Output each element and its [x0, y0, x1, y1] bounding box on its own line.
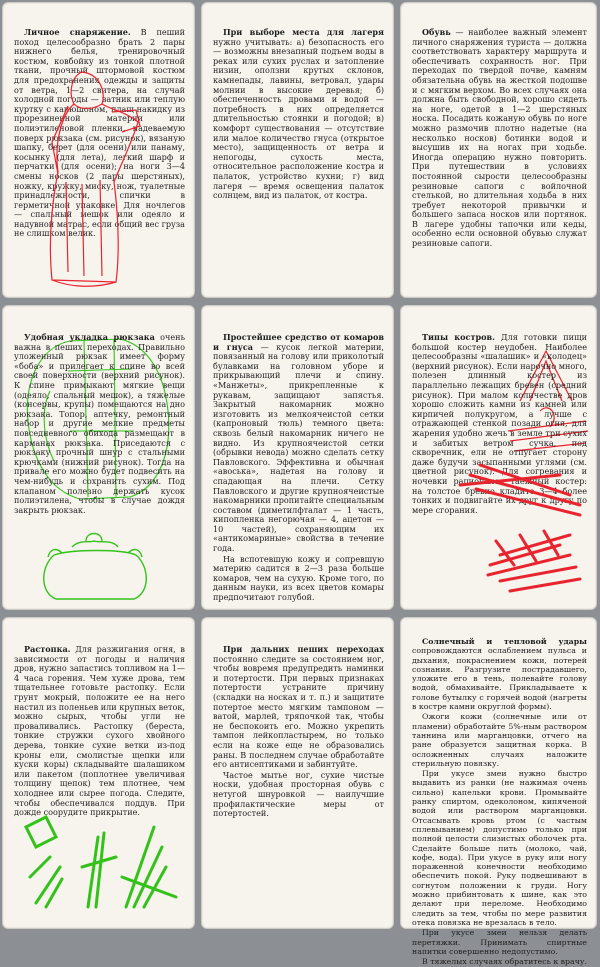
card-paragraph: сопровождаются ослаблением пульса и дыхания, покраснением кожи, потерей сознания. Разгрузите пострадавшего, уложите его в тень, полевайте голову водой, обмахивайте. Прикладываете к голове бутылку с горячей водой (нагреты в костре камни округлой формы).	[412, 646, 587, 712]
card-backpack-packing	[2, 305, 195, 610]
kindling-drawing	[16, 807, 186, 917]
card-footwear	[400, 2, 597, 298]
card-title: Личное снаряжение.	[24, 27, 131, 37]
card-text	[213, 28, 384, 202]
card-title: При дальних пеших переходах	[223, 644, 384, 654]
card-paragraph: При укусе змеи нельзя делать перетяжки. Принимать спиртные напитки совершенно недопустимо.	[412, 928, 587, 956]
card-title: Простейшее средство от комаров и гнуса	[213, 332, 384, 352]
card-text	[412, 637, 587, 967]
card-fire-types	[400, 305, 597, 610]
card-title: Растопка.	[24, 644, 71, 654]
card-paragraph: Для разжигания огня, в зависимости от погоды и наличия дров, нужно запастись топливом на 1—4 часа горения. Чем хуже дрова, тем тщательнее готовьте растопку. Если грунт мокрый, положите ее на него настил из поленьев или крупных веток, можно сырых, чтобы угли не проваливались. Растопку (береста, тонкие стружки сухого хвойного дерева, тонкие сухие ветки из-под кроны ели, смолистые щепки или куски коры) складывайте шалашиком или пакетом (поплотнее увеличивая толщину щепок) тем плотнее, чем холоднее или сырее погода. Следите, чтобы обеспечивался поддув. При дожде соорудите прикрытие.	[14, 644, 185, 818]
card-paragraph: постоянно следите за состоянием ног, чтобы вовремя предупредить наминки и потертости. При первых признаках потертости устраните причину (складки на носках и т. п.) и защитите потертое место мягким тампоном — ватой, марлей, тряпочкой так, чтобы не беспокоить его. Можно укрепить тампон лейкопластырем, но только если на коже еще не образовались раны. В последнем случае обработайте его антисептиками и забинтуйте.	[213, 653, 384, 770]
card-text	[213, 645, 384, 820]
backpack-on-hook-drawing	[32, 527, 162, 605]
card-paragraph: На вспотевшую кожу и сопревшую материю садится в 2—3 раза больше комаров, чем на сухую. Кроме того, по данным науки, из всех цветов комары предпочитают голубой.	[213, 553, 384, 603]
log-fire-drawing	[440, 455, 590, 605]
card-paragraph: Частое мытье ног, сухие чистые носки, удобная просторная обувь с нетугой шнуровкой — наилучшие профилактические меры от потертостей.	[213, 769, 384, 819]
card-text	[213, 333, 384, 604]
card-personal-gear	[2, 2, 195, 298]
card-text	[14, 333, 185, 516]
card-paragraph: Для готовки пищи большой костер неудобен. Наиболее целесообразны «шалашик» и «колодец» (верхний рисунок). Если нарочно много, полезен длинный костер из параллельно лежащих бревен (средний рисунок). При малом количестве дров хорошо сложить камни из камней или кирпичей полукругом, а лучше с отражающей стенкой позади огня, для жарения удобно жечь в земле три сухих и забитых ветром сучка, под скворечник, ели не отпугает сторону даже будучи засыпанными углями (см. цветной рисунок). Для согревания и ночевки рационален таежный костер: на толстое бревно кладите 3—4 более тонких и подвигайте их друг к другу по мере сгорания.	[412, 332, 587, 515]
card-paragraph: — наиболее важный элемент личного снаряжения туриста — должна соответствовать характеру маршрута и обеспечивать сохранность ног. При переходах по твердой почве, камням обязательна обувь на жесткой подошве и с мягким верхом. Во всех случаях она должна быть свободной, хорошо сидеть на ноге, одетой в 1—2 шерстяных носка. Посадить кожаную обувь по ноге можно размочив плотно надетые (на несколько носков) ботинки водой и высушив их на ногах при ходьбе. Иногда операцию нужно повторить. При путешествии в условиях постоянной сырости целесообразны резиновые сапоги с войлочной стелькой, но длительная ходьба в них требует некоторой привычки и большего запаса носков или портянок. В лагере удобны тапочки или кеды, особенно если основной обувью служат резиновые сапоги.	[412, 27, 588, 249]
card-text	[14, 645, 185, 819]
card-heatstroke	[400, 617, 597, 967]
card-title: Солнечный и тепловой удары	[422, 637, 587, 646]
card-paragraph: При укусе змеи нужно быстро выдавить из ранки (не нажимая очень сильно) капельки крови. Промывайте ранку спиртом, одеколоном, кипяченой водой или раствором марганцовки. Отсасывать кровь ртом (с частым сплевыванием) допустимо только при полной целости слизистых оболочек рта. Сделайте больше пить (молоко, чай, кофе, вода). При укусе в руку или ногу пораженной конечности необходимо обеспечить покой. Руку подвешивают в согнутом положении к груди. Ногу можно прибинтовать к шине, как это делают при переломе. Необходимо следить за тем, чтобы по мере развития отека повязка не врезалась в тело.	[412, 769, 587, 927]
card-paragraph: нужно учитывать: а) безопасность его — возможны внезапный подъем воды в реках или сухих руслах и затопление низин, оползни крутых склонов, камнепады, лавины, ветровал, удары молнии в высокие деревья; б) обеспеченность дровами и водой — потребность в них определяется длительностью стоянки и погодой; в) комфорт существования — отсутствие или малое количество гнуса (открытое место), защищенность от ветра и непогоды, сухость места, относительное расположение костра и палаток, устройство кухни; г) вид лагеря — время освещения палаток солнцем, вид из палаток, от костра.	[213, 36, 384, 201]
card-title: При выборе места для лагеря	[223, 27, 384, 37]
card-paragraph: — кусок легкой материи, повязанный на голову или приколотый булавками на головном уборе и прикрывающий плечи и спину. «Манжеты», прикрепленные к рукавам, защищают запястья. Закрытый накомарник можно изготовить из мелкоячеистой сетки (капроновый тюль) темного цвета: сквозь белый накомарник ничего не видно. Из крупноячеистой сетки (обрывки невода) можно сделать сетку Павловского. Эффективна и обычная «авоська», надетая на голову и спадающая на плечи. Сетку Павловского и другие крупноячеистые накомарники пропитайте специальным составом (диметилфталат — 1 часть, кипопленка негорючая — 4, ацетон — 10 частей), сохраняющим их «антикомариные» свойства в течение года.	[213, 341, 385, 554]
raincoat-figure-drawing	[22, 62, 172, 294]
card-title: Обувь	[422, 27, 451, 37]
card-long-hikes	[201, 617, 394, 929]
card-text	[412, 28, 587, 250]
card-camp-site	[201, 2, 394, 298]
card-paragraph: очень важна в пеших переходах. Правильно уложенный рюкзак имеет форму «боба» и прилегает к спине во всей своей поверхности (верхний рисунок). К спине примыкают мягкие вещи (одеяло, спальный мешок), а тяжелые (консервы, крупы) помещаются на дно рюкзака. Топор, аптечку, ремонтный набор и другие мелкие предметы повседневного обихода размещают в карманах рюкзака. Приседаются с рюкзаку прочный шнур с стальными крючками (нижний рисунок). Тогда на привале его можно будет подвесить на чем-нибудь и сохранить сухим. Под клапаном полезно держать кусок полиэтилена, чтобы в случае дождя закрыть рюкзак.	[14, 332, 185, 515]
card-paragraph: Ожоги кожи (солнечные или от пламени) обработайте 5%-ным раствором таннина или марганцовки, отчего на ране образуется защитная корка. В осложненных случаях наложите стерильную повязку.	[412, 712, 587, 768]
card-mosquito-protection	[201, 305, 394, 610]
card-kindling	[2, 617, 195, 929]
card-title: Типы костров.	[422, 332, 495, 342]
card-paragraph: В пеший поход целесообразно брать 2 пары нижнего белья, тренировочный костюм, ковбойку из тонкой плотной ткани, прочный штормовой костюм для предохранения одежды и защиты от ветра, 1—2 свитера, на случай холодной погоды — ватник или теплую куртку с капюшоном, плащ-накидку из прорезиненной материи или полиэтиленовой пленки, надеваемую поверх рюкзака (см. рисунок), вязаную шапку, берет (для осени) или панаму, косынку (для лета), легкий шарф и перчатки (для осени); на ноги 3—4 смены носков (2 пары шерстяных), ножку, кружку, миску, нож, туалетные принадлежности, спички в герметичной упаковке. Для ночлегов — спальный мешок или одеяло и надувной матрас, если общий вес груза не слишком велик.	[14, 27, 185, 239]
card-paragraph: В тяжелых случаях обратитесь к врачу.	[422, 957, 587, 967]
card-title: Удобная укладка рюкзака	[24, 332, 155, 342]
